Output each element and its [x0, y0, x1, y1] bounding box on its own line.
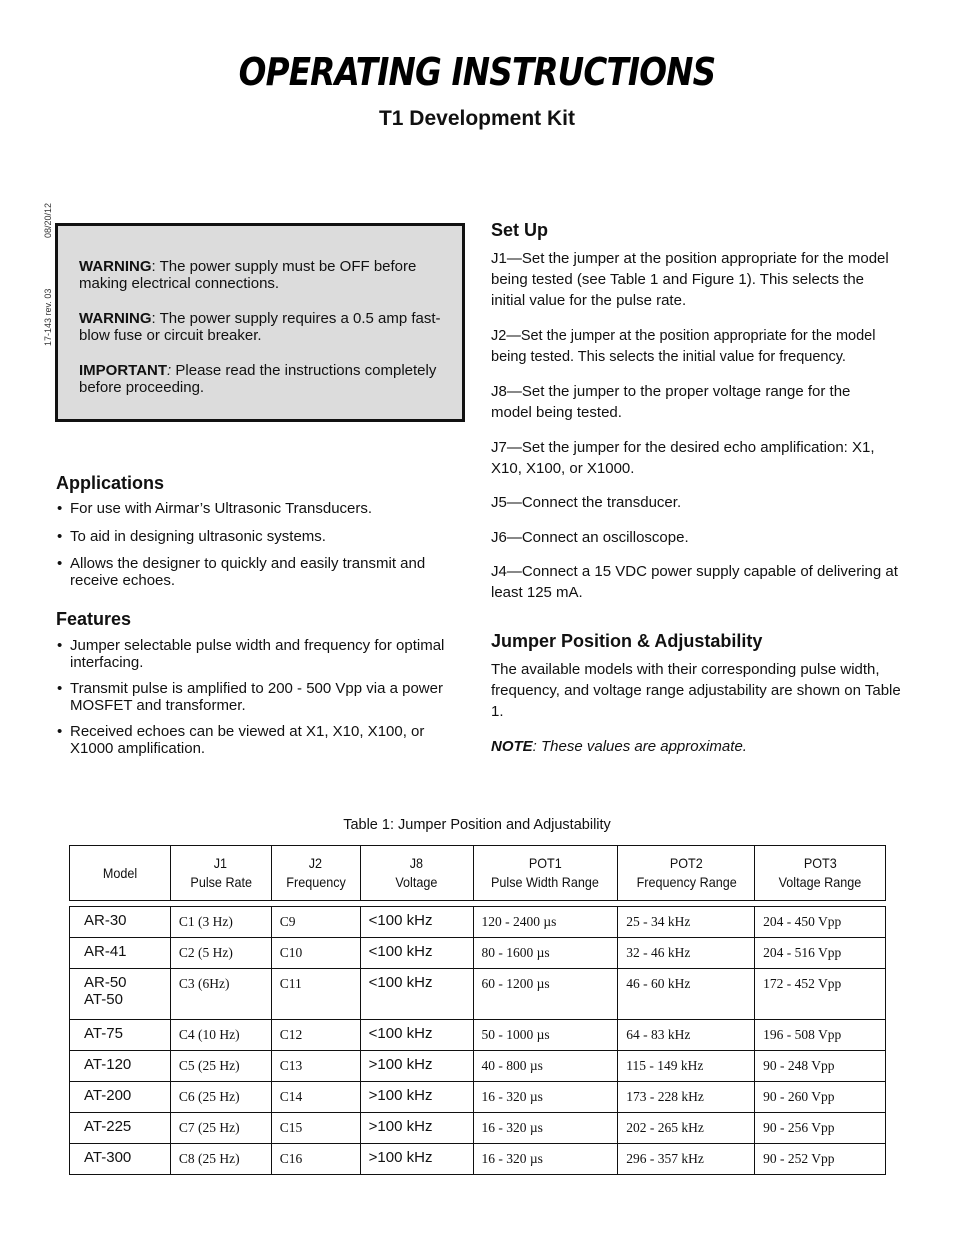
- header-pot2: POT2 Frequency Range: [618, 846, 755, 901]
- cell-j2: C12: [271, 1020, 360, 1051]
- features-heading: Features: [56, 609, 132, 629]
- cell-j1: C1 (3 Hz): [170, 907, 271, 938]
- table-row: [70, 1082, 886, 1113]
- table-row: [70, 1051, 886, 1082]
- warning-box: [55, 223, 465, 422]
- cell-pot3: 90 - 252 Vpp: [755, 1144, 886, 1175]
- cell-j2: C10: [271, 938, 360, 969]
- jumper-description: The available models with their corresponding pulse width, frequency, and voltage range adjustability are shown on Table 1.: [491, 661, 901, 720]
- features-list: [56, 637, 466, 757]
- cell-j2: C13: [271, 1051, 360, 1082]
- cell-model: AT-120: [70, 1051, 171, 1082]
- header-j1: J1 Pulse Rate: [170, 846, 271, 901]
- cell-model: AT-200: [70, 1082, 171, 1113]
- jumper-table: [69, 845, 886, 1175]
- applications-heading: Applications: [56, 473, 165, 493]
- cell-pot1: 16 - 320 µs: [473, 1082, 618, 1113]
- list-item: • To aid in designing ultrasonic systems.: [56, 528, 456, 545]
- cell-j1: C3 (6Hz): [170, 969, 271, 1020]
- cell-j8: <100 kHz: [360, 969, 473, 1020]
- cell-pot1: 16 - 320 µs: [473, 1113, 618, 1144]
- cell-pot3: 90 - 260 Vpp: [755, 1082, 886, 1113]
- cell-pot3: 90 - 248 Vpp: [755, 1051, 886, 1082]
- cell-j8: <100 kHz: [360, 938, 473, 969]
- cell-j1: C5 (25 Hz): [170, 1051, 271, 1082]
- cell-pot3: 172 - 452 Vpp: [755, 969, 886, 1020]
- cell-pot3: 90 - 256 Vpp: [755, 1113, 886, 1144]
- cell-pot3: 204 - 516 Vpp: [755, 938, 886, 969]
- jumper-heading: Jumper Position & Adjustability: [491, 631, 763, 651]
- header-pot1: POT1 Pulse Width Range: [473, 846, 618, 901]
- setup-step-j8: J8—Set the jumper to the proper voltage range for the model being tested.: [491, 383, 851, 421]
- side-revision-code: 17-143 rev. 03: [43, 288, 53, 346]
- table-header-row: [70, 846, 886, 901]
- setup-step-j5: J5—Connect the transducer.: [491, 494, 682, 511]
- cell-j2: C14: [271, 1082, 360, 1113]
- table-row: [70, 1020, 886, 1051]
- cell-pot3: 196 - 508 Vpp: [755, 1020, 886, 1051]
- cell-pot2: 46 - 60 kHz: [618, 969, 755, 1020]
- header-model: Model: [70, 846, 171, 901]
- cell-j8: <100 kHz: [360, 907, 473, 938]
- applications-list: [56, 500, 456, 589]
- cell-pot2: 296 - 357 kHz: [618, 1144, 755, 1175]
- cell-j2: C16: [271, 1144, 360, 1175]
- header-j8: J8 Voltage: [360, 846, 473, 901]
- cell-pot2: 64 - 83 kHz: [618, 1020, 755, 1051]
- document-title: OPERATING INSTRUCTIONS: [238, 50, 716, 94]
- list-item: • For use with Airmar’s Ultrasonic Transducers.: [56, 500, 456, 517]
- cell-pot1: 80 - 1600 µs: [473, 938, 618, 969]
- cell-pot2: 202 - 265 kHz: [618, 1113, 755, 1144]
- cell-pot2: 115 - 149 kHz: [618, 1051, 755, 1082]
- cell-j8: >100 kHz: [360, 1051, 473, 1082]
- table-row: [70, 1144, 886, 1175]
- cell-pot2: 25 - 34 kHz: [618, 907, 755, 938]
- cell-pot3: 204 - 450 Vpp: [755, 907, 886, 938]
- setup-step-j2: J2—Set the jumper at the position appropriate for the model being tested. This selects the initial value for frequency.: [491, 328, 876, 365]
- list-item: • Allows the designer to quickly and easily transmit and receive echoes.: [56, 555, 456, 589]
- warning-power-off: WARNING: The power supply must be OFF before making electrical connections.: [79, 258, 417, 292]
- important-read-instructions: IMPORTANT: Please read the instructions completely before proceeding.: [79, 362, 437, 396]
- cell-j2: C15: [271, 1113, 360, 1144]
- side-date-code: 08/20/12: [43, 202, 53, 238]
- setup-heading: Set Up: [491, 220, 549, 240]
- cell-j2: C9: [271, 907, 360, 938]
- cell-model: AR-30: [70, 907, 171, 938]
- cell-model: AR-41: [70, 938, 171, 969]
- warning-fuse: WARNING: The power supply requires a 0.5 amp fast-blow fuse or circuit breaker.: [79, 310, 441, 344]
- cell-pot1: 60 - 1200 µs: [473, 969, 618, 1020]
- cell-model: AT-225: [70, 1113, 171, 1144]
- table-caption: Table 1: Jumper Position and Adjustability: [343, 817, 611, 833]
- list-item: • Jumper selectable pulse width and frequency for optimal interfacing.: [56, 637, 466, 671]
- table-row: [70, 1113, 886, 1144]
- cell-model: AR-50 AT-50: [70, 969, 171, 1020]
- cell-j1: C6 (25 Hz): [170, 1082, 271, 1113]
- table-row: [70, 969, 886, 1020]
- header-j2: J2 Frequency: [271, 846, 360, 901]
- list-item: • Received echoes can be viewed at X1, X10, X100, or X1000 amplification.: [56, 723, 466, 757]
- cell-j1: C2 (5 Hz): [170, 938, 271, 969]
- setup-step-j6: J6—Connect an oscilloscope.: [491, 529, 689, 546]
- cell-j1: C7 (25 Hz): [170, 1113, 271, 1144]
- document-subtitle: T1 Development Kit: [378, 107, 576, 130]
- cell-j8: <100 kHz: [360, 1020, 473, 1051]
- cell-model: AT-300: [70, 1144, 171, 1175]
- cell-j2: C11: [271, 969, 360, 1020]
- cell-j1: C4 (10 Hz): [170, 1020, 271, 1051]
- cell-j8: >100 kHz: [360, 1082, 473, 1113]
- jumper-note: NOTE: These values are approximate.: [491, 738, 747, 755]
- setup-step-j7: J7—Set the jumper for the desired echo amplification: X1, X10, X100, or X1000.: [491, 439, 875, 477]
- cell-pot2: 32 - 46 kHz: [618, 938, 755, 969]
- cell-pot1: 120 - 2400 µs: [473, 907, 618, 938]
- table-row: [70, 907, 886, 938]
- cell-j1: C8 (25 Hz): [170, 1144, 271, 1175]
- header-pot3: POT3 Voltage Range: [755, 846, 886, 901]
- cell-model: AT-75: [70, 1020, 171, 1051]
- list-item: • Transmit pulse is amplified to 200 - 500 Vpp via a power MOSFET and transformer.: [56, 680, 466, 714]
- cell-pot1: 40 - 800 µs: [473, 1051, 618, 1082]
- setup-step-j4: J4—Connect a 15 VDC power supply capable of delivering at least 125 mA.: [491, 563, 898, 601]
- setup-step-j1: J1—Set the jumper at the position appropriate for the model being tested (see Table 1 and Figure 1). This selects the initial value for the pulse rate.: [491, 250, 889, 309]
- cell-j8: >100 kHz: [360, 1113, 473, 1144]
- cell-pot2: 173 - 228 kHz: [618, 1082, 755, 1113]
- cell-j8: >100 kHz: [360, 1144, 473, 1175]
- table-row: [70, 938, 886, 969]
- cell-pot1: 50 - 1000 µs: [473, 1020, 618, 1051]
- cell-pot1: 16 - 320 µs: [473, 1144, 618, 1175]
